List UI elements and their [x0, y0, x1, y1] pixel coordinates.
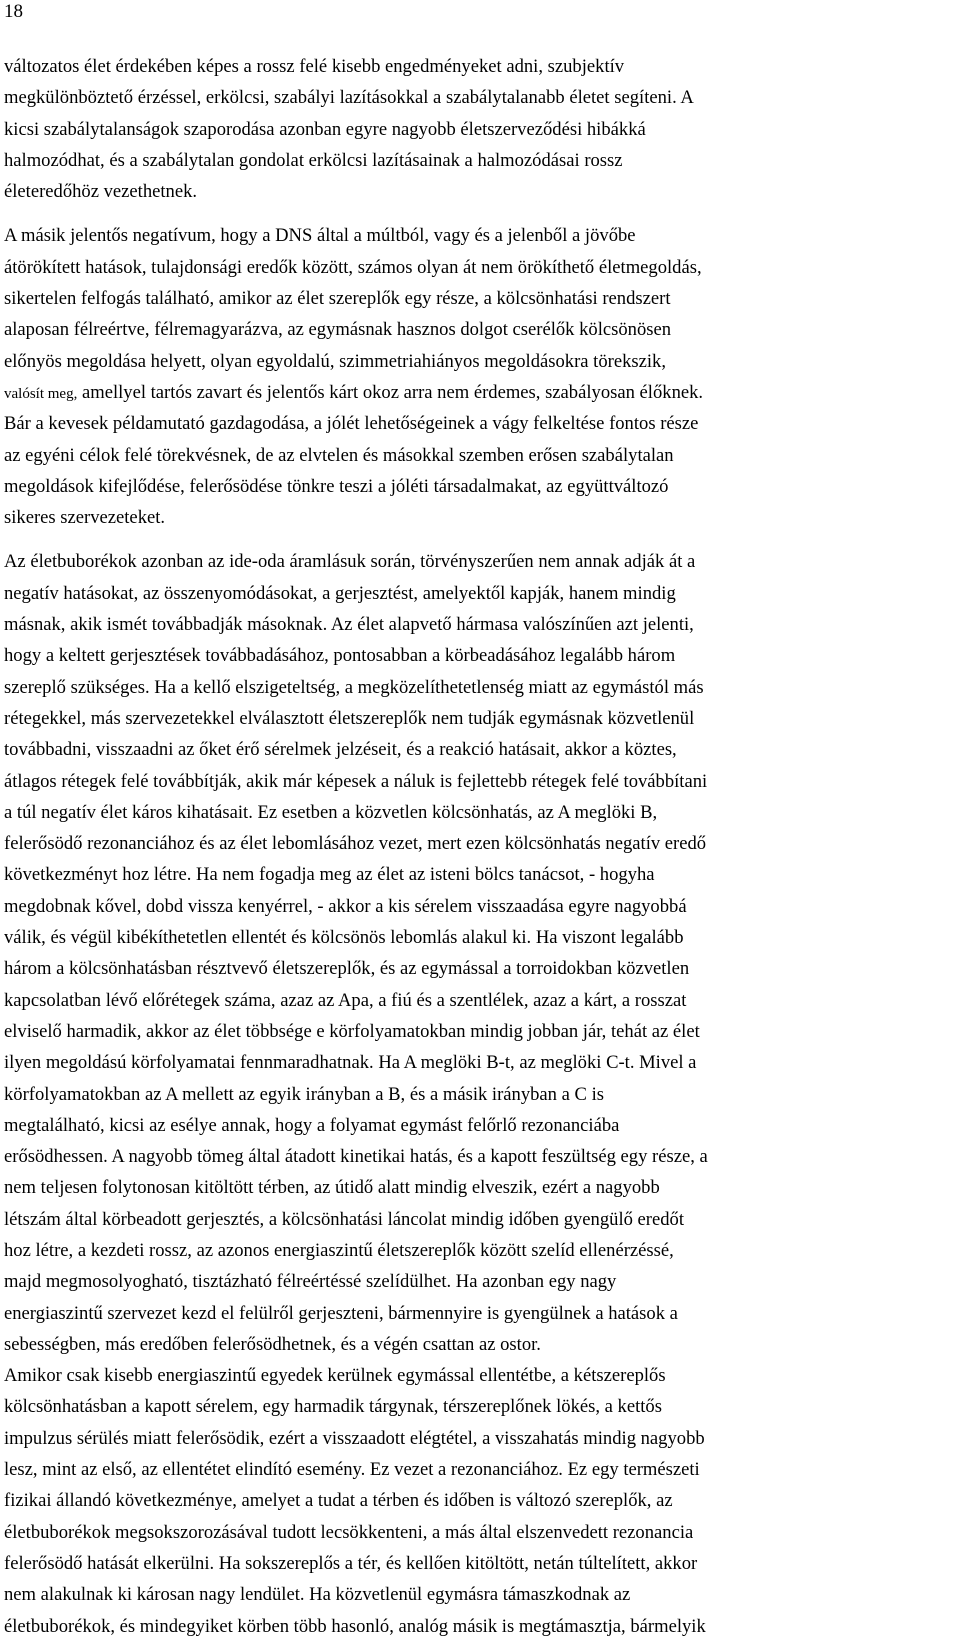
paragraph-2	[4, 220, 956, 533]
text-line: kapcsolatban lévő előrétegek száma, azaz az Apa, a fiú és a szentlélek, azaz a kárt, a rosszat	[4, 989, 687, 1011]
text-line: halmozódhat, és a szabálytalan gondolat erkölcsi lazításainak a halmozódásai rossz	[4, 149, 623, 171]
text-line: átörökített hatások, tulajdonsági eredők között, számos olyan át nem örökíthető életmegoldás,	[4, 256, 702, 278]
text-line: kicsi szabálytalanságok szaporodása azonban egyre nagyobb életszerveződési hibákká	[4, 118, 646, 140]
text-line: életbuborékok, és mindegyiket körben több hasonló, analóg másik is megtámasztja, bármelyik	[4, 1615, 706, 1637]
text-line: szereplő szükséges. Ha a kellő elszigeteltség, a megközelíthetetlenség miatt az egymástól más	[4, 676, 704, 698]
text-line: lesz, mint az első, az ellentétet elindító esemény. Ez vezet a rezonanciához. Ez egy természeti	[4, 1459, 700, 1481]
text-line: erősödhessen. A nagyobb tömeg által átadott kinetikai hatás, és a kapott feszültség egy része, a	[4, 1146, 708, 1168]
text-line: sebességben, más eredőben felerősödhetnek, és a végén csattan az ostor.	[4, 1333, 541, 1355]
text-line: negatív hatásokat, az összenyomódásokat, a gerjesztést, amelyektől kapják, hanem mindig	[4, 582, 676, 604]
paragraph-gap	[4, 207, 956, 220]
text-line-mixed	[4, 377, 956, 408]
text-line: felerősödő rezonanciához és az élet lebomlásához vezet, mert ezen kölcsönhatás negatív eredő	[4, 833, 707, 855]
text-line: hogy a keltett gerjesztések továbbadásához, pontosabban a körbeadásához legalább három	[4, 645, 676, 667]
text-line: következményt hoz létre. Ha nem fogadja meg az élet az isteni bölcs tanácsot, - hogyha	[4, 864, 655, 886]
text-line: nem alakulnak ki károsan nagy lendület. Ha közvetlenül egymásra támaszkodnak az	[4, 1584, 631, 1606]
text-line: válik, és végül kibékíthetetlen ellentét és kölcsönös lebomlás alakul ki. Ha viszont legalább	[4, 927, 684, 949]
text-line: kölcsönhatásban a kapott sérelem, egy harmadik tárgynak, térszereplőnek lökés, a kettős	[4, 1396, 662, 1418]
text-line: Az életbuborékok azonban az ide-oda áramlásuk során, törvényszerűen nem annak adják át a	[4, 551, 696, 573]
text-line: sikertelen felfogás található, amikor az élet szereplők egy része, a kölcsönhatási rendszert	[4, 288, 671, 310]
text-line: előnyös megoldása helyett, olyan egyoldalú, szimmetriahiányos megoldásokra törekszik,	[4, 350, 666, 372]
text-line: nem teljesen folytonosan kitöltött térben, az útidő alatt mindig elveszik, ezért a nagyobb	[4, 1177, 660, 1199]
text-line: életeredőhöz vezethetnek.	[4, 181, 198, 203]
text-line: a túl negatív élet káros kihatásait. Ez esetben a közvetlen kölcsönhatás, az A meglöki B,	[4, 801, 658, 823]
paragraph-gap	[4, 533, 956, 546]
text-line: rétegekkel, más szervezetekkel elválasztott életszereplők nem tudják egymásnak közvetlenül	[4, 707, 695, 729]
text-line: három a kölcsönhatásban résztvevő életszereplők, és az egymással a torroidokban közvetlen	[4, 958, 690, 980]
small-text-fragment: valósít meg,	[4, 385, 78, 402]
text-fragment: amellyel tartós zavart és jelentős kárt okoz arra nem érdemes, szabályosan élőknek.	[77, 381, 704, 403]
text-line: az egyéni célok felé törekvésnek, de az elvtelen és másokkal szemben erősen szabálytalan	[4, 444, 674, 466]
text-line: megkülönböztető érzéssel, erkölcsi, szabályi lazításokkal a szabálytalanabb életet segíteni. A	[4, 87, 694, 109]
text-line: ilyen megoldású körfolyamatai fennmaradhatnak. Ha A meglöki B-t, az meglöki C-t. Mivel a	[4, 1052, 697, 1074]
text-line: sikeres szervezeteket.	[4, 507, 166, 529]
text-line: energiaszintű szervezet kezd el felülről gerjeszteni, bármennyire is gyengülnek a hatások a	[4, 1302, 678, 1324]
text-line: fizikai állandó következménye, amelyet a tudat a térben és időben is változó szereplők, az	[4, 1490, 673, 1512]
text-line: A másik jelentős negatívum, hogy a DNS által a múltból, vagy és a jelenből a jövőbe	[4, 225, 636, 247]
text-line: átlagos rétegek felé továbbítják, akik már képesek a náluk is fejlettebb rétegek felé továbbítani	[4, 770, 708, 792]
text-line: létszám által körbeadott gerjesztés, a kölcsönhatási láncolat mindig időben gyengülő eredőt	[4, 1208, 685, 1230]
page-number: 18	[4, 1, 23, 22]
paragraph-3	[4, 546, 956, 1641]
paragraph-1	[4, 51, 956, 207]
page-body	[4, 51, 956, 1642]
text-line: Bár a kevesek példamutató gazdagodása, a jólét lehetőségeinek a vágy felkeltése fontos része	[4, 413, 699, 435]
text-line: impulzus sérülés miatt felerősödik, ezért a visszaadott elégtétel, a visszahatás mindig nagyobb	[4, 1427, 705, 1449]
text-line: megoldások kifejlődése, felerősödése tönkre teszi a jóléti társadalmakat, az együttváltozó	[4, 475, 669, 497]
text-line: hoz létre, a kezdeti rossz, az azonos energiaszintű életszereplők között szelíd ellenérzéssé,	[4, 1239, 674, 1261]
text-line: megdobnak kővel, dobd vissza kenyérrel, - akkor a kis sérelem visszaadása egyre nagyobbá	[4, 895, 687, 917]
text-line: alaposan félreértve, félremagyarázva, az egymásnak hasznos dolgot cserélők kölcsönösen	[4, 319, 672, 341]
text-line: felerősödő hatását elkerülni. Ha sokszereplős a tér, és kellően kitöltött, netán túltelített, akkor	[4, 1552, 698, 1574]
text-line: másnak, akik ismét továbbadják másoknak. Az élet alapvető hármasa valószínűen azt jelenti,	[4, 614, 694, 636]
text-line: életbuborékok megsokszorozásával tudott lecsökkenteni, a más által elszenvedett rezonancia	[4, 1521, 694, 1543]
text-line: körfolyamatokban az A mellett az egyik irányban a B, és a másik irányban a C is	[4, 1083, 604, 1105]
text-line: változatos élet érdekében képes a rossz felé kisebb engedményeket adni, szubjektív	[4, 56, 625, 77]
text-line: Amikor csak kisebb energiaszintű egyedek kerülnek egymással ellentétbe, a kétszereplős	[4, 1365, 666, 1387]
text-line: megtalálható, kicsi az esélye annak, hogy a folyamat egymást felőrlő rezonanciába	[4, 1114, 620, 1136]
text-line: majd megmosolyogható, tisztázható félreértéssé szelídülhet. Ha azonban egy nagy	[4, 1271, 617, 1293]
text-line: elviselő harmadik, akkor az élet többsége e körfolyamatokban mindig jobban jár, tehát az élet	[4, 1020, 700, 1042]
text-line: továbbadni, visszaadni az őket érő sérelmek jelzéseit, és a reakció hatásait, akkor a köztes,	[4, 739, 677, 761]
